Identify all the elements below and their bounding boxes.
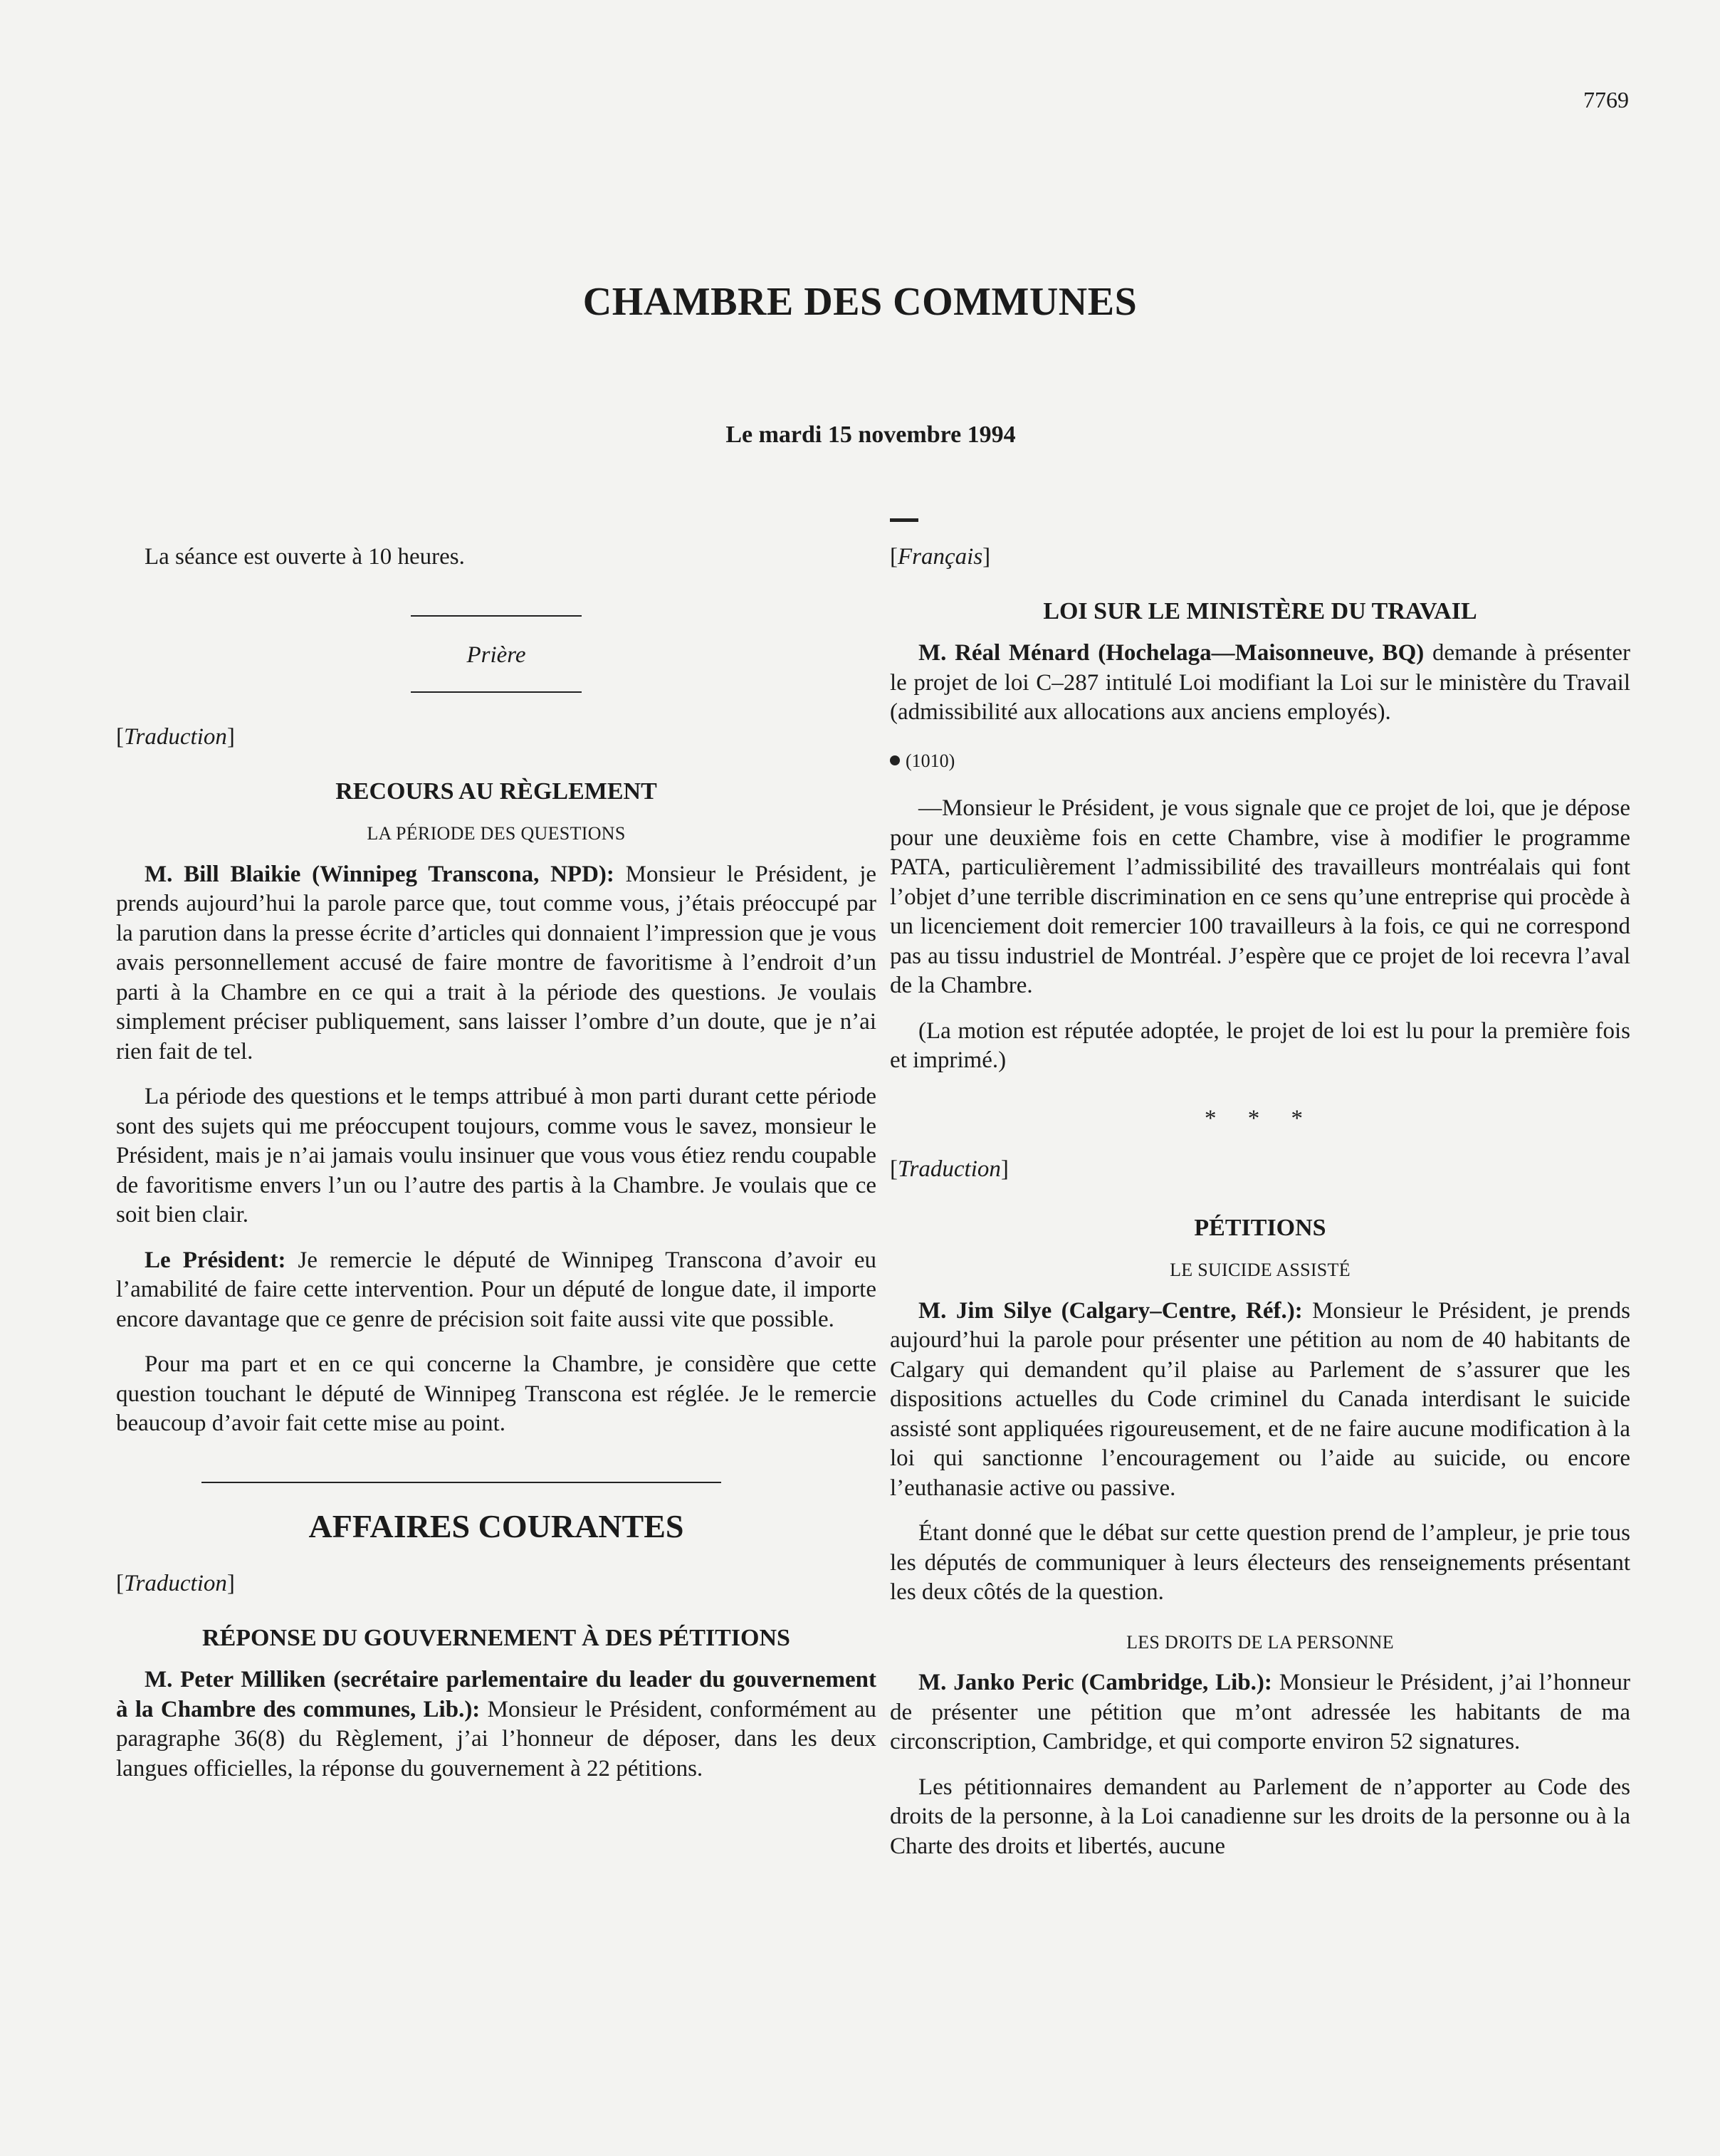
speaker-name: M. Janko Peric (Cambridge, Lib.): xyxy=(918,1670,1272,1695)
paragraph: (La motion est réputée adoptée, le projet de loi est lu pour la première fois et imprimé.) xyxy=(890,1017,1630,1073)
subheading: LE SUICIDE ASSISTÉ xyxy=(1170,1260,1351,1280)
speaker-name: M. Peter Milliken (secrétaire parlementaire du leader du gouvernement à la Chambre des communes, Lib.): xyxy=(116,1667,876,1722)
language-tag: [Traduction] xyxy=(116,724,235,750)
speaker-name: M. Réal Ménard (Hochelaga—Maisonneuve, BQ) xyxy=(918,640,1425,666)
timestamp: (1010) xyxy=(890,746,1630,776)
separator-stars: * * * xyxy=(1205,1105,1316,1131)
section-heading: RÉPONSE DU GOUVERNEMENT À DES PÉTITIONS xyxy=(202,1624,790,1651)
subheading: LA PÉRIODE DES QUESTIONS xyxy=(367,823,626,844)
language-tag: [Traduction] xyxy=(116,1571,235,1596)
section-heading: PÉTITIONS xyxy=(1194,1214,1326,1241)
paragraph: La période des questions et le temps attribué à mon parti durant cette période sont des sujets qui me préoccupent toujours, comme vous le savez, monsieur le Président, mais je n’ai jamais voulu insinuer que vous vous étiez rendu coupable de favoritisme envers l’un ou l’autre des partis à la Chambre. Je voulais que ce soit bien clair. xyxy=(116,1084,876,1228)
paragraph: M. Janko Peric (Cambridge, Lib.): Monsieur le Président, j’ai l’honneur de présenter une pétition que m’ont adressée les habitants de ma circonscription, Cambridge, et qui comporte environ 52 signatures. xyxy=(890,1670,1631,1754)
speaker-name: Le Président: xyxy=(145,1247,286,1273)
paragraph: Étant donné que le débat sur cette question prend de l’ampleur, je prie tous les députés de communiquer à leurs électeurs des renseignements présentant les deux côtés de la question. xyxy=(890,1520,1630,1605)
right-column xyxy=(890,543,1630,1861)
opening-line: La séance est ouverte à 10 heures. xyxy=(145,544,465,570)
left-column xyxy=(116,543,876,1784)
page-number: 7769 xyxy=(1583,87,1629,112)
language-tag: [Français] xyxy=(890,544,991,570)
column-marker xyxy=(890,518,918,522)
speaker-name: M. Jim Silye (Calgary–Centre, Réf.): xyxy=(918,1297,1303,1324)
divider xyxy=(411,615,582,617)
section-title: AFFAIRES COURANTES xyxy=(308,1507,684,1544)
bullet-icon xyxy=(890,755,900,765)
language-tag: [Traduction] xyxy=(890,1156,1009,1182)
paragraph: M. Bill Blaikie (Winnipeg Transcona, NPD): Monsieur le Président, je prends aujourd’hui la parole parce que, tout comme vous, j’étais préoccupé par la parution dans la presse écrite d’articles qui donnaient l’impression que je vous avais personnellement accusé de faire montre de favoritisme à l’endroit d’un parti à la Chambre en ce qui a trait à la période des questions. Je voulais simplement préciser publiquement, sans laisser l’ombre d’un doute, que je n’ai rien fait de tel. xyxy=(116,861,877,1064)
page-date: Le mardi 15 novembre 1994 xyxy=(725,422,1016,448)
divider xyxy=(411,691,582,693)
page-title: CHAMBRE DES COMMUNES xyxy=(582,280,1138,324)
paragraph: —Monsieur le Président, je vous signale que ce projet de loi, que je dépose pour une deuxième fois en cette Chambre, vise à modifier le programme PATA, particulièrement l’admissibilité des travailleurs montréalais qui font l’objet d’une terrible discrimination en ce sens qu’une entreprise qui procède à un licenciement doit remercier 100 travailleurs à la fois, ce qui ne correspond pas au tissu industriel de Montréal. J’espère que ce projet de loi recevra l’aval de la Chambre. xyxy=(890,795,1630,998)
speaker-name: M. Bill Blaikie (Winnipeg Transcona, NPD): xyxy=(145,861,614,887)
paragraph: Le Président: Je remercie le député de Winnipeg Transcona d’avoir eu l’amabilité de faire cette intervention. Pour un député de longue date, il importe encore davantage que ce genre de précision soit faite aussi vite que possible. xyxy=(116,1247,877,1332)
section-heading: RECOURS AU RÈGLEMENT xyxy=(335,778,657,805)
paragraph: M. Peter Milliken (secrétaire parlementaire du leader du gouvernement à la Chambre des communes, Lib.): Monsieur le Président, conformément au paragraphe 36(8) du Règlement, j’ai l’honneur de déposer, dans les deux langues officielles, la réponse du gouvernement à 22 pétitions. xyxy=(116,1667,877,1781)
prayer-heading: Prière xyxy=(466,642,526,668)
section-heading: LOI SUR LE MINISTÈRE DU TRAVAIL xyxy=(1043,597,1477,624)
paragraph: Les pétitionnaires demandent au Parlement de n’apporter au Code des droits de la personne, à la Loi canadienne sur les droits de la personne ou à la Charte des droits et libertés, aucune xyxy=(890,1774,1630,1859)
paragraph: Pour ma part et en ce qui concerne la Chambre, je considère que cette question touchant le député de Winnipeg Transcona est réglée. Je le remercie beaucoup d’avoir fait cette mise au point. xyxy=(116,1351,876,1436)
paragraph: M. Jim Silye (Calgary–Centre, Réf.): Monsieur le Président, je prends aujourd’hui la parole pour présenter une pétition au nom de 40 habitants de Calgary qui demandent qu’il plaise au Parlement de s’assurer que les dispositions actuelles du Code criminel du Canada interdisant le suicide assisté sont appliquées rigoureusement, et de ne faire aucune modification à la loi qui sanctionne l’encouragement ou l’aide au suicide, ou encore l’euthanasie active ou passive. xyxy=(890,1297,1631,1501)
divider xyxy=(201,1482,721,1483)
subheading: LES DROITS DE LA PERSONNE xyxy=(1126,1631,1394,1653)
paragraph: M. Réal Ménard (Hochelaga—Maisonneuve, BQ) demande à présenter le projet de loi C–287 intitulé Loi modifiant la Loi sur le ministère du Travail (admissibilité aux allocations aux anciens employés). xyxy=(890,640,1631,725)
